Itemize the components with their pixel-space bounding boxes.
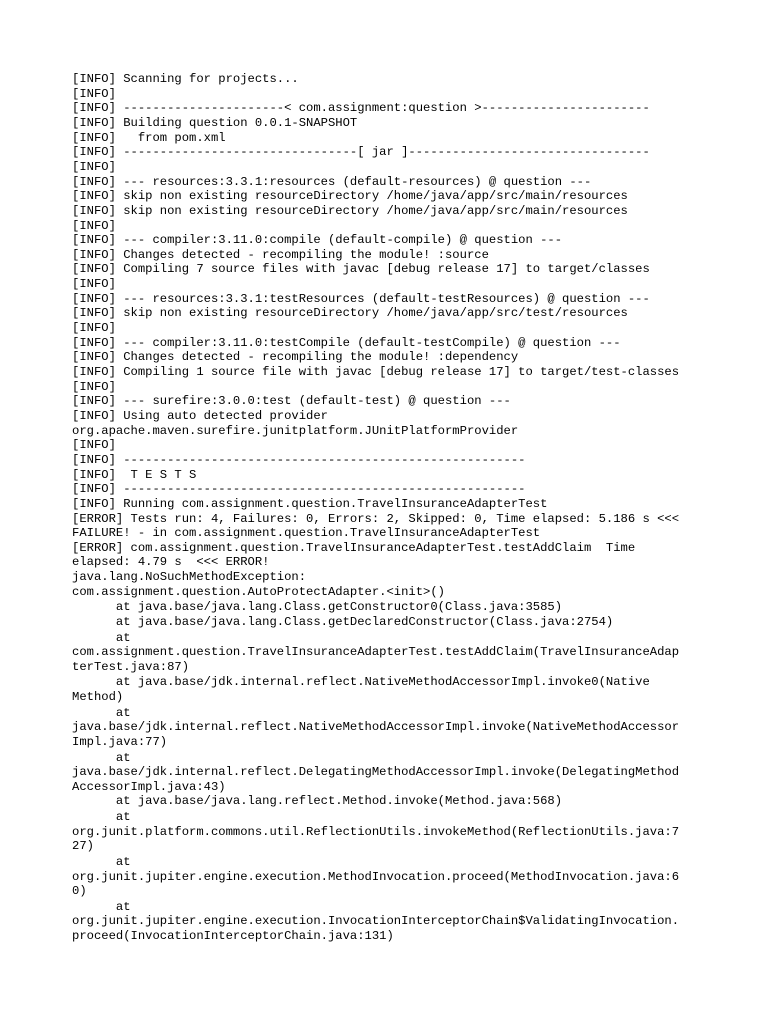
log-line: at java.base/java.lang.Class.getConstructor0(Class.java:3585) [72, 600, 563, 615]
log-line: at [72, 899, 131, 914]
log-line: terTest.java:87) [72, 659, 190, 674]
log-line: elapsed: 4.79 s <<< ERROR! [72, 555, 270, 570]
log-line: [ERROR] com.assignment.question.TravelInsuranceAdapterTest.testAddClaim Time [72, 540, 636, 555]
log-line: proceed(InvocationInterceptorChain.java:131) [72, 929, 394, 944]
log-line: java.base/jdk.internal.reflect.NativeMethodAccessorImpl.invoke(NativeMethodAccessor [72, 720, 680, 735]
log-line: [INFO] --- resources:3.3.1:resources (default-resources) @ question --- [72, 174, 592, 189]
log-line: [INFO] Changes detected - recompiling the module! :dependency [72, 350, 519, 365]
log-line: [INFO] Using auto detected provider [72, 408, 328, 423]
log-line: [INFO] --- surefire:3.0.0:test (default-test) @ question --- [72, 394, 511, 409]
log-line: java.lang.NoSuchMethodException: [72, 570, 307, 585]
log-line: [INFO] skip non existing resourceDirectory /home/java/app/src/main/resources [72, 189, 628, 204]
log-line: [INFO] --- compiler:3.11.0:compile (default-compile) @ question --- [72, 233, 563, 248]
log-line: [INFO] ------------------------------------------------------- [72, 482, 526, 497]
log-line: at java.base/jdk.internal.reflect.NativeMethodAccessorImpl.invoke0(Native [72, 675, 650, 690]
log-line: [INFO] ----------------------< com.assignment:question >----------------------- [72, 101, 650, 116]
log-line: [INFO] --- compiler:3.11.0:testCompile (default-testCompile) @ question --- [72, 335, 621, 350]
log-line: at [72, 854, 131, 869]
log-line: com.assignment.question.TravelInsuranceAdapterTest.testAddClaim(TravelInsuranceAdap [72, 645, 680, 660]
log-line: [INFO] from pom.xml [72, 130, 226, 145]
log-line: at [72, 810, 131, 824]
log-line: [INFO] --- resources:3.3.1:testResources (default-testResources) @ question --- [72, 291, 650, 306]
log-line: [INFO] Compiling 1 source file with javac [debug release 17] to target/test-classes [72, 365, 680, 379]
log-line: [INFO] --------------------------------[ jar ]--------------------------------- [72, 145, 650, 160]
log-line: [INFO] Building question 0.0.1-SNAPSHOT [72, 115, 358, 130]
log-line: [INFO] [72, 321, 116, 335]
log-line: [INFO] Scanning for projects... [72, 72, 299, 86]
log-line: 27) [72, 839, 94, 854]
log-line: [INFO] [72, 159, 116, 174]
log-line: [INFO] Running com.assignment.question.TravelInsuranceAdapterTest [72, 496, 548, 511]
log-line: at java.base/java.lang.Class.getDeclaredConstructor(Class.java:2754) [72, 614, 614, 629]
log-line: [INFO] [72, 86, 116, 101]
log-line: at java.base/java.lang.reflect.Method.invoke(Method.java:568) [72, 794, 563, 809]
build-log [72, 72, 702, 952]
log-line: AccessorImpl.java:43) [72, 779, 226, 794]
log-line: com.assignment.question.AutoProtectAdapter.<init>() [72, 584, 445, 599]
log-line: [INFO] Compiling 7 source files with javac [debug release 17] to target/classes [72, 262, 650, 277]
log-line: org.junit.platform.commons.util.ReflectionUtils.invokeMethod(ReflectionUtils.java:7 [72, 824, 680, 839]
log-line: Method) [72, 690, 124, 704]
log-line: FAILURE! - in com.assignment.question.TravelInsuranceAdapterTest [72, 526, 541, 541]
log-line: [INFO] [72, 379, 116, 394]
log-line: at [72, 705, 131, 720]
log-line: [INFO] [72, 438, 116, 453]
log-line: org.apache.maven.surefire.junitplatform.JUnitPlatformProvider [72, 423, 519, 438]
log-line: Impl.java:77) [72, 734, 168, 749]
log-line: at [72, 630, 131, 645]
log-line: [INFO] [72, 277, 116, 292]
log-line: java.base/jdk.internal.reflect.DelegatingMethodAccessorImpl.invoke(DelegatingMethod [72, 765, 680, 780]
log-line: at [72, 750, 131, 765]
log-line: org.junit.jupiter.engine.execution.InvocationInterceptorChain$ValidatingInvocation. [72, 914, 680, 929]
log-line: [INFO] skip non existing resourceDirectory /home/java/app/src/test/resources [72, 306, 628, 321]
log-line: [INFO] Changes detected - recompiling the module! :source [72, 247, 489, 262]
log-line: org.junit.jupiter.engine.execution.MethodInvocation.proceed(MethodInvocation.java:6 [72, 869, 680, 884]
log-line: [INFO] [72, 218, 116, 233]
log-line: [ERROR] Tests run: 4, Failures: 0, Errors: 2, Skipped: 0, Time elapsed: 5.186 s <<< [72, 511, 680, 526]
log-line: [INFO] skip non existing resourceDirectory /home/java/app/src/main/resources [72, 203, 628, 218]
log-line: 0) [72, 884, 87, 899]
log-line: [INFO] T E S T S [72, 467, 197, 482]
log-line: [INFO] ------------------------------------------------------- [72, 452, 526, 467]
